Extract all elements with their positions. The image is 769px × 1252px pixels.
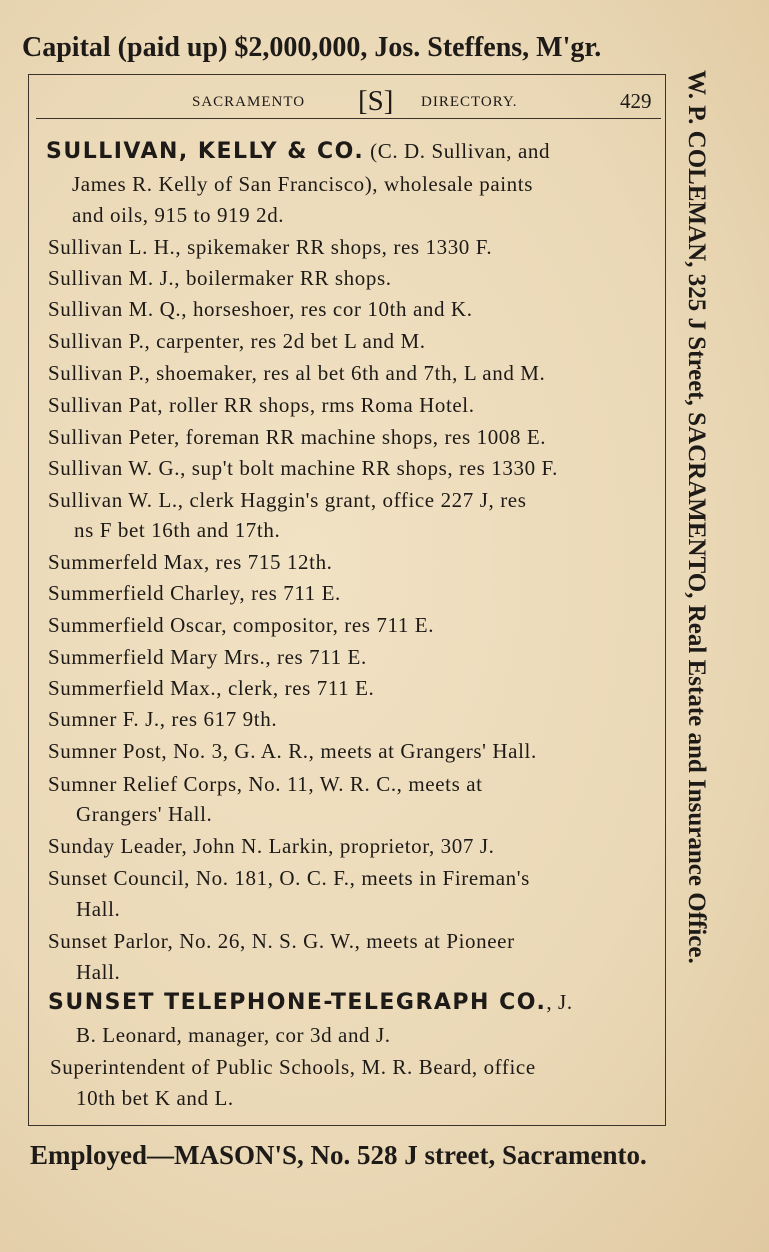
top-advertisement: Capital (paid up) $2,000,000, Jos. Steffens, M'gr. xyxy=(22,32,602,63)
entry-line: James R. Kelly of San Francisco), wholesale paints xyxy=(72,172,533,196)
page-number: 429 xyxy=(620,89,652,113)
entry-line: Sullivan Peter, foreman RR machine shops, res 1008 E. xyxy=(48,425,547,449)
entry-line: Sullivan L. H., spikemaker RR shops, res 1330 F. xyxy=(48,235,493,259)
entry-line: Summerfeld Max, res 715 12th. xyxy=(48,550,333,574)
bottom-advertisement: Employed—MASON'S, No. 528 J street, Sacramento. xyxy=(30,1140,647,1170)
running-head-directory: DIRECTORY. xyxy=(421,94,518,110)
running-head-letter: [S] xyxy=(358,85,394,117)
entry-line: Sullivan M. Q., horseshoer, res cor 10th and K. xyxy=(48,297,473,321)
entry-line: Sunset Council, No. 181, O. C. F., meets in Fireman's xyxy=(48,866,530,890)
entry-line: Hall. xyxy=(76,960,121,984)
entry-line: Summerfield Oscar, compositor, res 711 E. xyxy=(48,613,435,637)
entry-line: Summerfield Mary Mrs., res 711 E. xyxy=(48,645,367,669)
entry-line: Hall. xyxy=(76,897,121,921)
entry-line: SULLIVAN, KELLY & CO. (C. D. Sullivan, and xyxy=(46,139,551,164)
entry-line: Sumner Relief Corps, No. 11, W. R. C., meets at xyxy=(48,772,483,796)
entry-line: Sullivan M. J., boilermaker RR shops. xyxy=(48,266,392,290)
entry-line: ns F bet 16th and 17th. xyxy=(74,518,281,542)
entry-line: Superintendent of Public Schools, M. R. Beard, office xyxy=(50,1055,536,1079)
entry-line: Sumner F. J., res 617 9th. xyxy=(48,707,278,731)
entry-line: Sullivan W. G., sup't bolt machine RR shops, res 1330 F. xyxy=(48,456,558,480)
entry-line: Sunday Leader, John N. Larkin, proprietor, 307 J. xyxy=(48,834,495,858)
entry-line: and oils, 915 to 919 2d. xyxy=(72,203,285,227)
entry-line: Summerfield Charley, res 711 E. xyxy=(48,581,341,605)
firm-name: SULLIVAN, KELLY & CO. xyxy=(46,139,365,164)
entry-line: Grangers' Hall. xyxy=(76,802,213,826)
entry-line: Sunset Parlor, No. 26, N. S. G. W., meets at Pioneer xyxy=(48,929,515,953)
entry-line: Sullivan P., shoemaker, res al bet 6th and 7th, L and M. xyxy=(48,361,546,385)
entry-line: Sullivan P., carpenter, res 2d bet L and M. xyxy=(48,329,426,353)
entry-line: B. Leonard, manager, cor 3d and J. xyxy=(76,1023,391,1047)
entry-line: Summerfield Max., clerk, res 711 E. xyxy=(48,676,375,700)
firm-name: SUNSET TELEPHONE-TELEGRAPH CO. xyxy=(48,990,547,1015)
running-head-city: SACRAMENTO xyxy=(192,94,306,110)
entry-line: 10th bet K and L. xyxy=(76,1086,234,1110)
side-advertisement: W. P. COLEMAN, 325 J Street, SACRAMENTO, Real Estate and Insurance Office. xyxy=(683,70,710,964)
entry-line: Sullivan Pat, roller RR shops, rms Roma Hotel. xyxy=(48,393,475,417)
entry-line: Sullivan W. L., clerk Haggin's grant, office 227 J, res xyxy=(48,488,527,512)
entry-line: Sumner Post, No. 3, G. A. R., meets at Grangers' Hall. xyxy=(48,739,537,763)
entry-line: SUNSET TELEPHONE-TELEGRAPH CO., J. xyxy=(48,990,573,1015)
